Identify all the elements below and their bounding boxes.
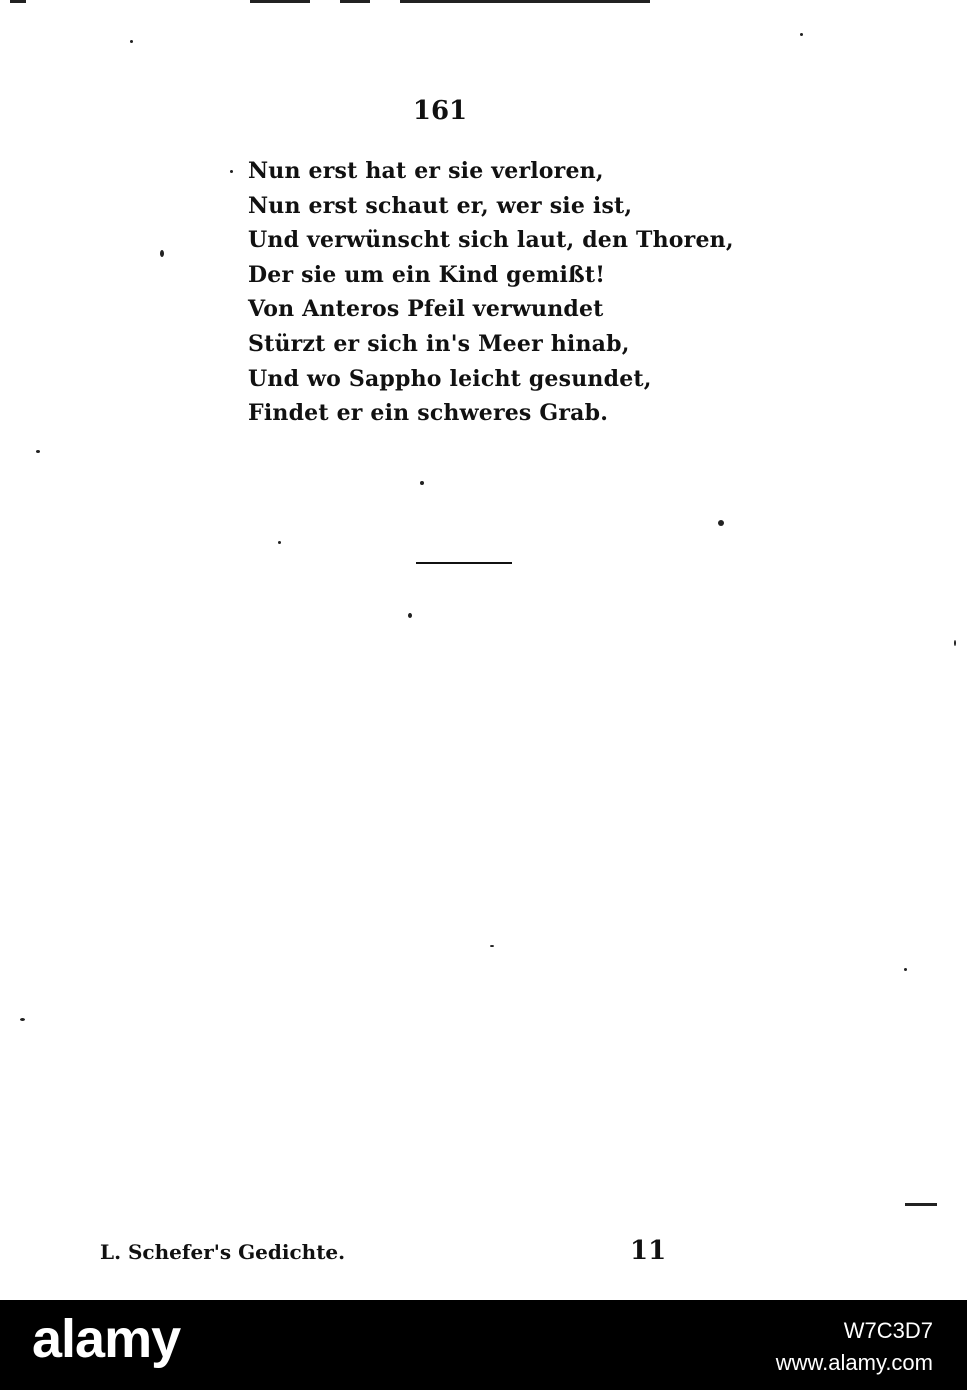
poem-stanza: [248, 154, 734, 431]
edge-fragment: [10, 0, 26, 3]
edge-fragment: [400, 0, 650, 3]
scan-speck: [408, 613, 412, 618]
page-number: 161: [412, 96, 468, 126]
scan-speck: [230, 170, 233, 173]
scan-speck: [36, 450, 40, 453]
poem-line: Von Anteros Pfeil verwundet: [248, 296, 604, 323]
scan-speck: [718, 520, 724, 526]
alamy-logo: alamy: [32, 1309, 181, 1369]
site-url: www.alamy.com: [775, 1350, 933, 1375]
edge-fragment: [340, 0, 370, 3]
scan-speck: [904, 968, 907, 971]
scan-speck: [954, 640, 956, 646]
poem-line: Und verwünscht sich laut, den Thoren,: [248, 227, 734, 254]
scan-speck: [20, 1018, 25, 1021]
scan-mark: [905, 1203, 937, 1206]
scan-speck: [130, 40, 133, 43]
section-divider: [416, 562, 512, 564]
scan-speck: [490, 945, 494, 947]
poem-line: Nun erst schaut er, wer sie ist,: [248, 192, 633, 219]
image-id: W7C3D7: [843, 1318, 933, 1343]
footer-sheet-number: 11: [630, 1236, 667, 1266]
edge-fragment: [250, 0, 310, 3]
poem-line: Der sie um ein Kind gemißt!: [248, 261, 606, 288]
footer-signature: L. Schefer's Gedichte.: [100, 1240, 346, 1264]
top-edge-fragments: [0, 0, 967, 12]
watermark-bar: [0, 1300, 967, 1390]
scan-speck: [420, 481, 424, 485]
poem-line: Findet er ein schweres Grab.: [248, 400, 609, 427]
poem-line: Stürzt er sich in's Meer hinab,: [248, 330, 630, 357]
poem-line: Nun erst hat er sie verloren,: [248, 158, 604, 184]
scan-speck: [160, 250, 164, 257]
scan-speck: [800, 33, 803, 36]
poem-line: Und wo Sappho leicht gesundet,: [248, 365, 652, 392]
scan-speck: [278, 541, 281, 544]
